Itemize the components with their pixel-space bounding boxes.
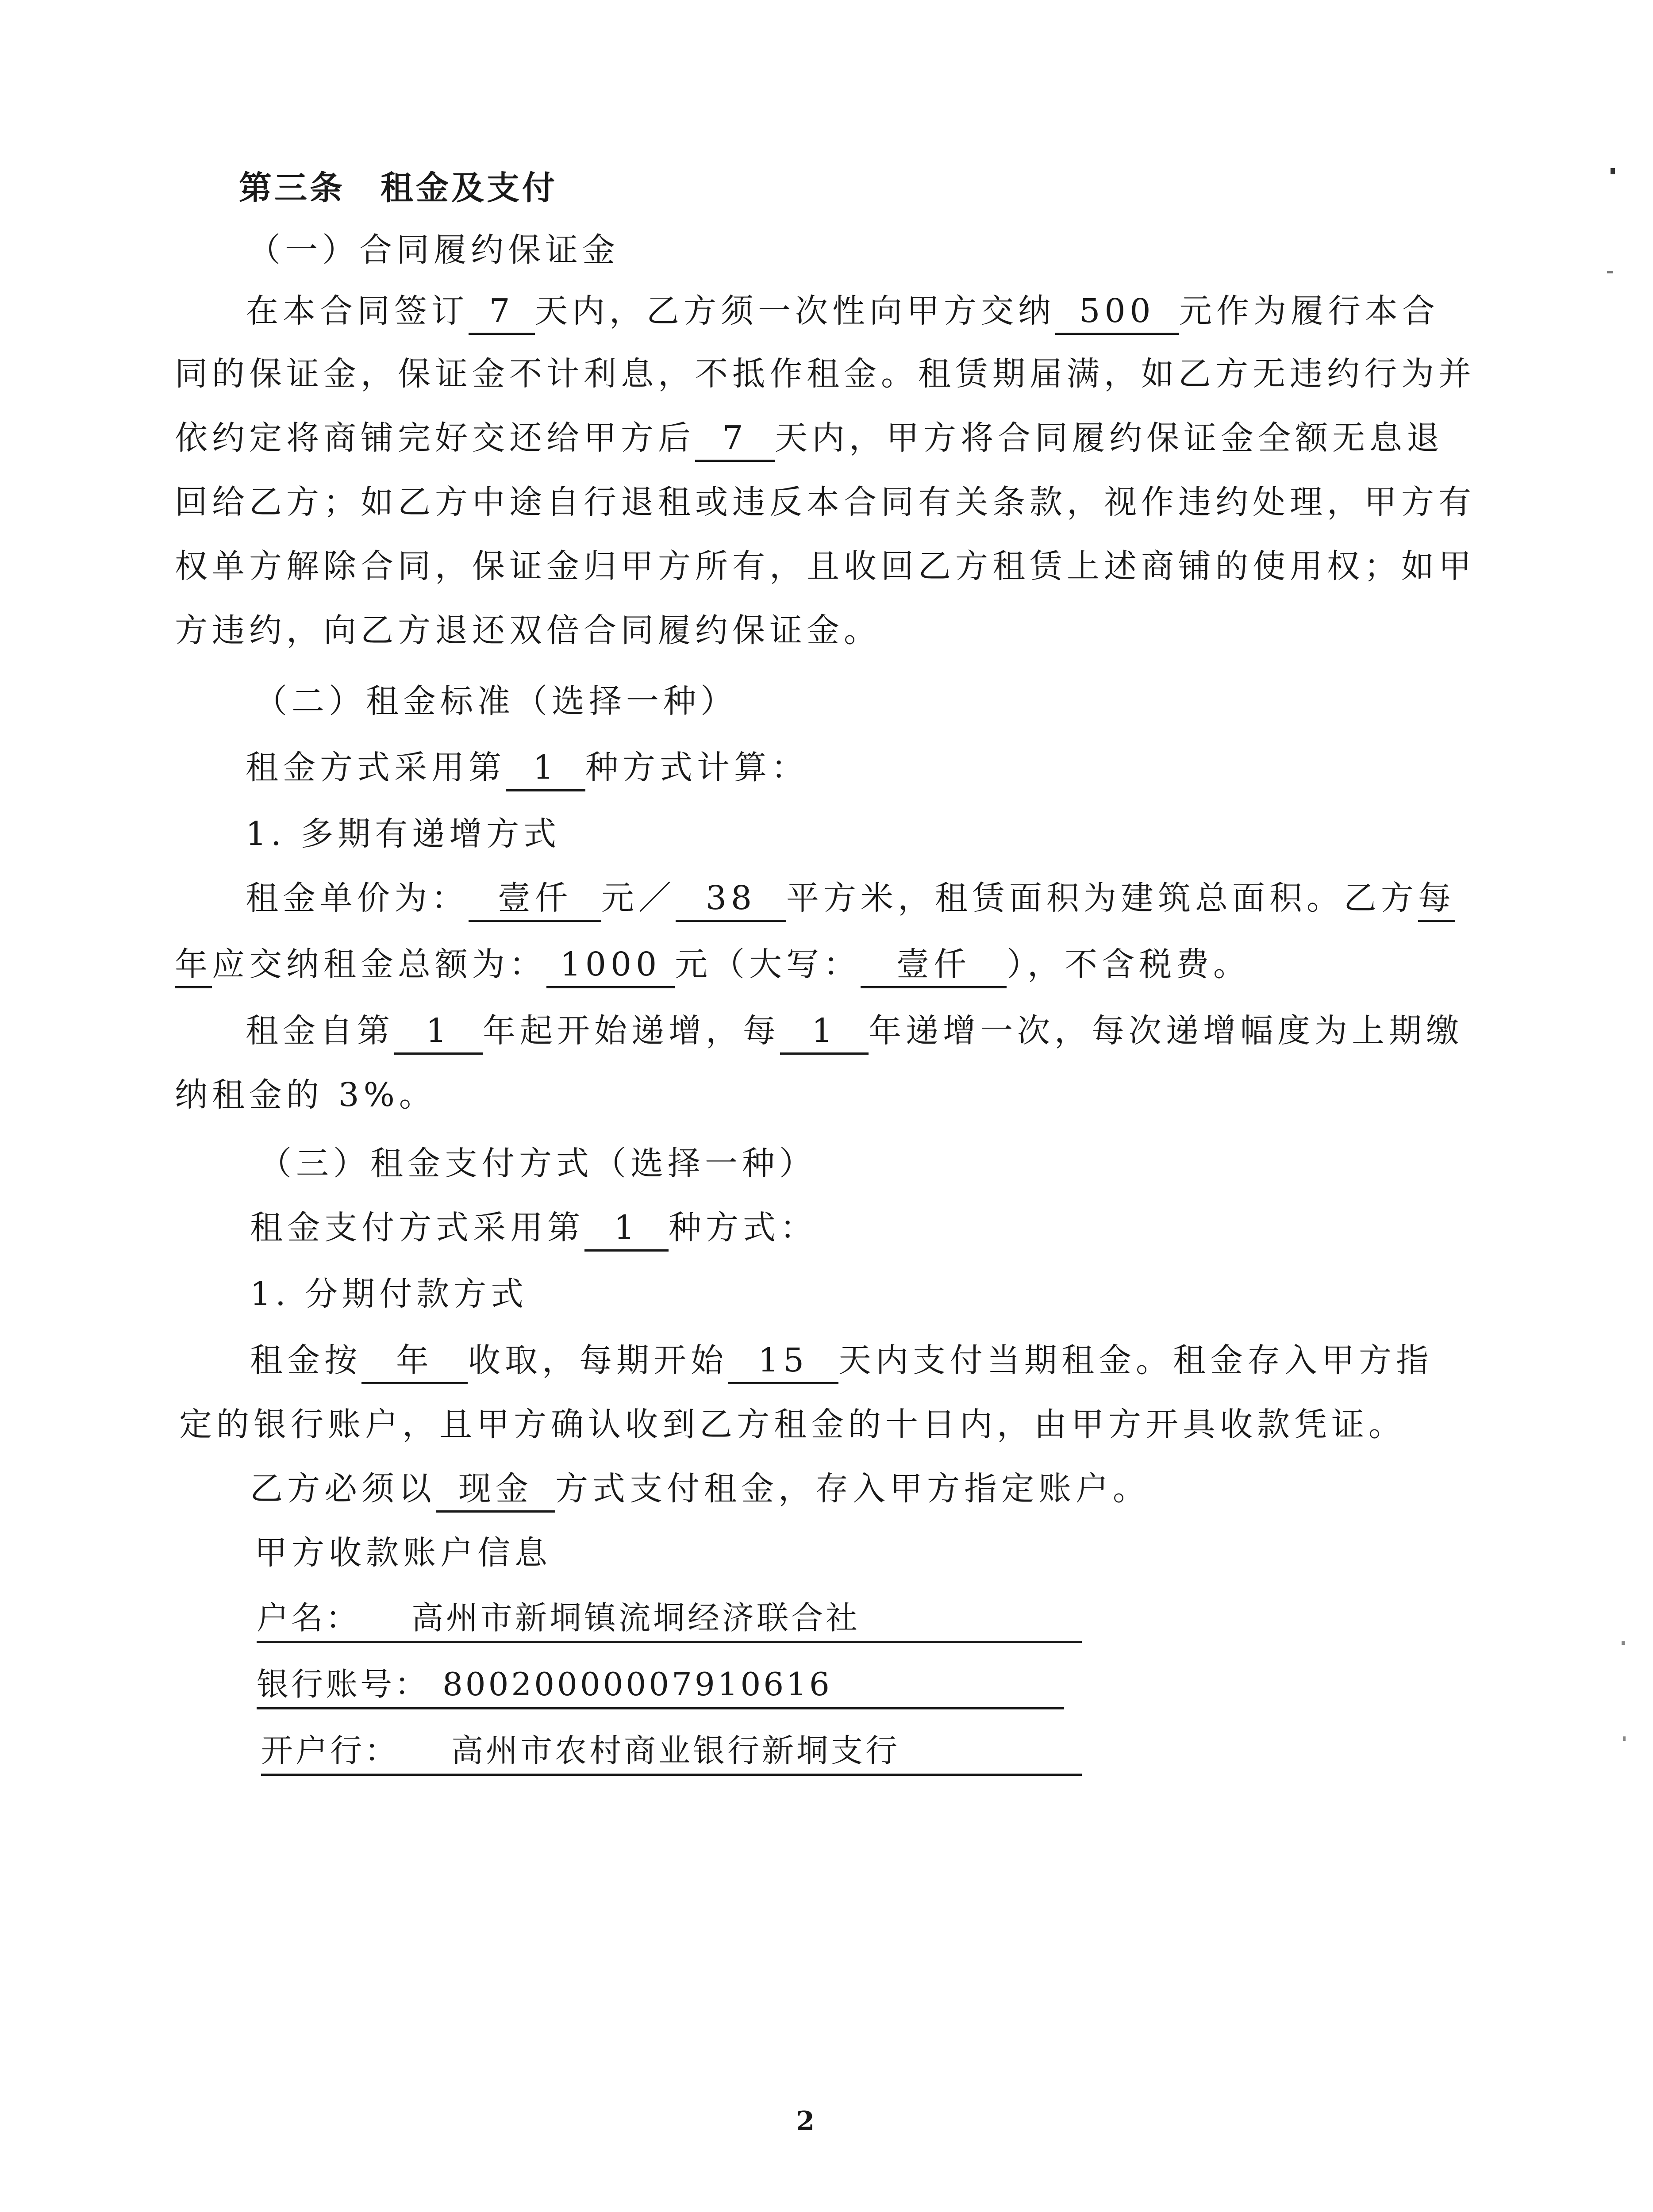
section-3-heading: （三）租金支付方式（选择一种） xyxy=(259,1144,816,1183)
scan-edge-mark xyxy=(31,2208,84,2212)
s2-line-5: 纳租金的 3%。 xyxy=(175,1076,436,1114)
account-number-label: 银行账号： xyxy=(257,1666,430,1703)
field-deposit-amount: 500 xyxy=(1055,291,1179,335)
s3-line-4: 乙方必须以 现金 方式支付租金，存入甲方指定账户。 xyxy=(250,1464,1150,1513)
field-start-year: 1 xyxy=(394,1011,483,1055)
scan-speck xyxy=(1611,168,1615,174)
field-payment-days: 15 xyxy=(728,1340,838,1384)
bank-value: 高州市农村商业银行新垌支行 xyxy=(451,1732,900,1769)
scan-speck xyxy=(1622,1641,1625,1645)
s1-line-1: 在本合同签订 7 天内，乙方须一次性向甲方交纳 500 元作为履行本合 xyxy=(246,287,1439,335)
account-name-label: 户名： xyxy=(257,1599,361,1636)
field-payment-method: 现金 xyxy=(436,1469,555,1513)
s3-line-2: 租金按 年 收取，每期开始 15 天内支付当期租金。租金存入甲方指 xyxy=(250,1336,1433,1385)
s2-line-4: 租金自第 1 年起开始递增，每 1 年递增一次，每次递增幅度为上期缴 xyxy=(246,1006,1463,1055)
section-1-heading: （一）合同履约保证金 xyxy=(248,231,619,269)
bank-label: 开户行： xyxy=(261,1732,400,1769)
field-increase-interval: 1 xyxy=(780,1011,869,1055)
field-sign-days: 7 xyxy=(469,291,535,335)
field-payment-mode: 1 xyxy=(584,1208,669,1252)
s3-line-3: 定的银行账户，且甲方确认收到乙方租金的十日内，由甲方开具收款凭证。 xyxy=(179,1406,1406,1444)
field-refund-days: 7 xyxy=(695,418,775,462)
field-unit-price: 壹仟 xyxy=(469,878,601,922)
field-rent-mode: 1 xyxy=(506,748,585,791)
s1-line-3: 依约定将商铺完好交还给甲方后 7 天内，甲方将合同履约保证金全额无息退 xyxy=(175,414,1444,462)
section-2-heading: （二）租金标准（选择一种） xyxy=(254,682,738,720)
s1-line-2: 同的保证金，保证金不计利息，不抵作租金。租赁期届满，如乙方无违约行为并 xyxy=(175,355,1476,393)
scan-speck xyxy=(1607,271,1613,273)
bank-row xyxy=(261,1728,1082,1776)
account-info-heading: 甲方收款账户信息 xyxy=(254,1534,552,1572)
field-total-rent: 1000 xyxy=(546,945,675,988)
account-number-row xyxy=(257,1661,1064,1709)
field-total-rent-chinese: 壹仟 xyxy=(861,945,1007,988)
page-number: 2 xyxy=(796,2106,815,2137)
s3-option-1: 1. 分期付款方式 xyxy=(250,1275,528,1313)
field-area: 38 xyxy=(676,878,786,922)
s1-line-5: 权单方解除合同，保证金归甲方所有，且收回乙方租赁上述商铺的使用权；如甲 xyxy=(175,547,1476,585)
s3-line-1: 租金支付方式采用第 1 种方式： xyxy=(250,1203,817,1252)
field-payment-period: 年 xyxy=(361,1340,468,1384)
account-number-value: 80020000007910616 xyxy=(442,1666,832,1703)
s2-option-1: 1. 多期有递增方式 xyxy=(246,815,561,853)
s2-line-2: 租金单价为： 壹仟 元／ 38 平方米，租赁面积为建筑总面积。乙方每 xyxy=(246,874,1455,922)
s2-line-1: 租金方式采用第 1 种方式计算： xyxy=(246,743,808,792)
account-name-value: 高州市新垌镇流垌经济联合社 xyxy=(411,1599,861,1636)
article-title: 第三条 租金及支付 xyxy=(239,169,557,207)
s1-line-4: 回给乙方；如乙方中途自行退租或违反本合同有关条款，视作违约处理，甲方有 xyxy=(175,483,1476,521)
s1-line-6: 方违约，向乙方退还双倍合同履约保证金。 xyxy=(175,611,881,649)
s2-line-3: 年应交纳租金总额为： 1000 元（大写： 壹仟 ），不含税费。 xyxy=(175,940,1250,989)
scan-speck xyxy=(1623,1736,1626,1741)
account-name-row xyxy=(257,1595,1082,1643)
